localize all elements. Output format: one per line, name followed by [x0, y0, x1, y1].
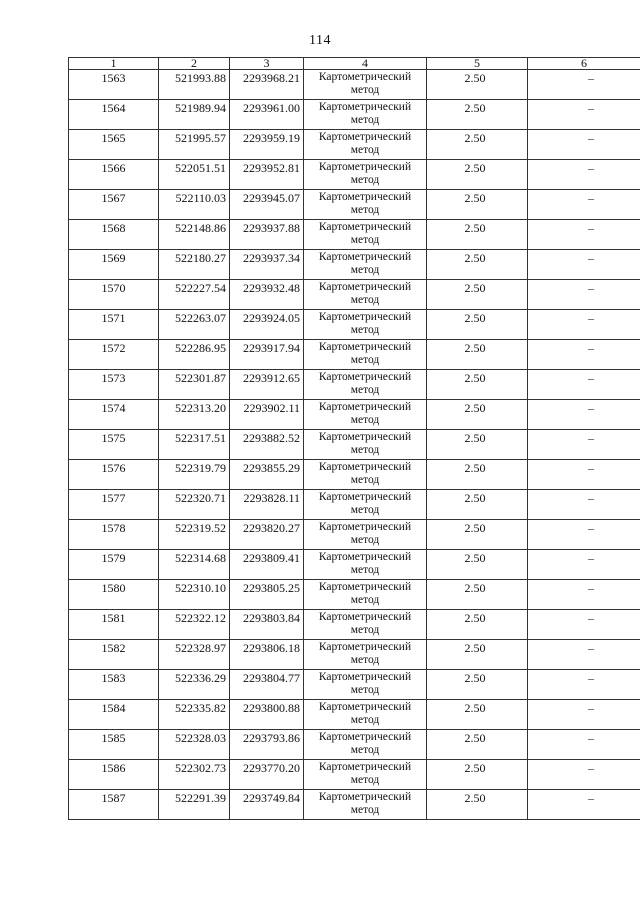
method-cell: Картометрический метод — [304, 310, 427, 340]
x-coordinate-cell: 522313.20 — [159, 400, 230, 430]
method-cell: Картометрический метод — [304, 100, 427, 130]
accuracy-cell: 2.50 — [427, 190, 528, 220]
accuracy-cell: 2.50 — [427, 400, 528, 430]
table-row — [69, 190, 640, 220]
x-coordinate-cell: 522319.52 — [159, 520, 230, 550]
table-row — [69, 310, 640, 340]
table-row — [69, 760, 640, 790]
point-number-cell: 1586 — [69, 760, 159, 790]
note-cell: – — [528, 460, 640, 490]
accuracy-cell: 2.50 — [427, 250, 528, 280]
column-header: 2 — [159, 58, 230, 70]
accuracy-cell: 2.50 — [427, 640, 528, 670]
accuracy-cell: 2.50 — [427, 280, 528, 310]
point-number-cell: 1587 — [69, 790, 159, 820]
table-row — [69, 700, 640, 730]
method-cell: Картометрический метод — [304, 340, 427, 370]
x-coordinate-cell: 522314.68 — [159, 550, 230, 580]
table-row — [69, 160, 640, 190]
method-cell: Картометрический метод — [304, 700, 427, 730]
table-row — [69, 370, 640, 400]
y-coordinate-cell: 2293924.05 — [230, 310, 304, 340]
method-cell: Картометрический метод — [304, 460, 427, 490]
table-row — [69, 550, 640, 580]
accuracy-cell: 2.50 — [427, 670, 528, 700]
point-number-cell: 1581 — [69, 610, 159, 640]
point-number-cell: 1570 — [69, 280, 159, 310]
x-coordinate-cell: 522148.86 — [159, 220, 230, 250]
method-cell: Картометрический метод — [304, 70, 427, 100]
point-number-cell: 1564 — [69, 100, 159, 130]
x-coordinate-cell: 522291.39 — [159, 790, 230, 820]
table-row — [69, 340, 640, 370]
y-coordinate-cell: 2293855.29 — [230, 460, 304, 490]
x-coordinate-cell: 522310.10 — [159, 580, 230, 610]
y-coordinate-cell: 2293961.00 — [230, 100, 304, 130]
point-number-cell: 1583 — [69, 670, 159, 700]
column-header: 5 — [427, 58, 528, 70]
table-row — [69, 460, 640, 490]
point-number-cell: 1566 — [69, 160, 159, 190]
table-row — [69, 430, 640, 460]
y-coordinate-cell: 2293749.84 — [230, 790, 304, 820]
y-coordinate-cell: 2293902.11 — [230, 400, 304, 430]
method-cell: Картометрический метод — [304, 370, 427, 400]
x-coordinate-cell: 522328.03 — [159, 730, 230, 760]
method-cell: Картометрический метод — [304, 130, 427, 160]
accuracy-cell: 2.50 — [427, 490, 528, 520]
method-cell: Картометрический метод — [304, 670, 427, 700]
table-row — [69, 220, 640, 250]
accuracy-cell: 2.50 — [427, 100, 528, 130]
note-cell: – — [528, 550, 640, 580]
table-row — [69, 490, 640, 520]
table-row — [69, 100, 640, 130]
y-coordinate-cell: 2293945.07 — [230, 190, 304, 220]
method-cell: Картометрический метод — [304, 220, 427, 250]
point-number-cell: 1571 — [69, 310, 159, 340]
x-coordinate-cell: 522328.97 — [159, 640, 230, 670]
point-number-cell: 1565 — [69, 130, 159, 160]
accuracy-cell: 2.50 — [427, 340, 528, 370]
method-cell: Картометрический метод — [304, 640, 427, 670]
accuracy-cell: 2.50 — [427, 310, 528, 340]
note-cell: – — [528, 790, 640, 820]
coordinates-table — [68, 57, 640, 820]
accuracy-cell: 2.50 — [427, 220, 528, 250]
y-coordinate-cell: 2293968.21 — [230, 70, 304, 100]
accuracy-cell: 2.50 — [427, 700, 528, 730]
x-coordinate-cell: 522051.51 — [159, 160, 230, 190]
method-cell: Картометрический метод — [304, 160, 427, 190]
note-cell: – — [528, 430, 640, 460]
accuracy-cell: 2.50 — [427, 790, 528, 820]
column-header: 6 — [528, 58, 640, 70]
y-coordinate-cell: 2293804.77 — [230, 670, 304, 700]
point-number-cell: 1577 — [69, 490, 159, 520]
y-coordinate-cell: 2293882.52 — [230, 430, 304, 460]
y-coordinate-cell: 2293793.86 — [230, 730, 304, 760]
table-row — [69, 580, 640, 610]
note-cell: – — [528, 220, 640, 250]
note-cell: – — [528, 610, 640, 640]
note-cell: – — [528, 400, 640, 430]
x-coordinate-cell: 522335.82 — [159, 700, 230, 730]
x-coordinate-cell: 522110.03 — [159, 190, 230, 220]
table-row — [69, 400, 640, 430]
y-coordinate-cell: 2293806.18 — [230, 640, 304, 670]
x-coordinate-cell: 522286.95 — [159, 340, 230, 370]
y-coordinate-cell: 2293937.88 — [230, 220, 304, 250]
x-coordinate-cell: 522336.29 — [159, 670, 230, 700]
y-coordinate-cell: 2293800.88 — [230, 700, 304, 730]
note-cell: – — [528, 640, 640, 670]
accuracy-cell: 2.50 — [427, 550, 528, 580]
x-coordinate-cell: 522301.87 — [159, 370, 230, 400]
note-cell: – — [528, 490, 640, 520]
note-cell: – — [528, 520, 640, 550]
note-cell: – — [528, 340, 640, 370]
x-coordinate-cell: 521995.57 — [159, 130, 230, 160]
page-number: 114 — [309, 33, 331, 48]
method-cell: Картометрический метод — [304, 760, 427, 790]
note-cell: – — [528, 190, 640, 220]
accuracy-cell: 2.50 — [427, 610, 528, 640]
x-coordinate-cell: 522180.27 — [159, 250, 230, 280]
method-cell: Картометрический метод — [304, 490, 427, 520]
y-coordinate-cell: 2293912.65 — [230, 370, 304, 400]
point-number-cell: 1575 — [69, 430, 159, 460]
x-coordinate-cell: 522302.73 — [159, 760, 230, 790]
column-header: 4 — [304, 58, 427, 70]
accuracy-cell: 2.50 — [427, 730, 528, 760]
x-coordinate-cell: 522227.54 — [159, 280, 230, 310]
table-row — [69, 730, 640, 760]
y-coordinate-cell: 2293828.11 — [230, 490, 304, 520]
accuracy-cell: 2.50 — [427, 370, 528, 400]
column-header: 3 — [230, 58, 304, 70]
table-row — [69, 130, 640, 160]
point-number-cell: 1574 — [69, 400, 159, 430]
point-number-cell: 1568 — [69, 220, 159, 250]
table-row — [69, 790, 640, 820]
point-number-cell: 1582 — [69, 640, 159, 670]
point-number-cell: 1578 — [69, 520, 159, 550]
note-cell: – — [528, 70, 640, 100]
method-cell: Картометрический метод — [304, 580, 427, 610]
note-cell: – — [528, 580, 640, 610]
y-coordinate-cell: 2293917.94 — [230, 340, 304, 370]
table-row — [69, 610, 640, 640]
accuracy-cell: 2.50 — [427, 70, 528, 100]
x-coordinate-cell: 522263.07 — [159, 310, 230, 340]
y-coordinate-cell: 2293932.48 — [230, 280, 304, 310]
y-coordinate-cell: 2293809.41 — [230, 550, 304, 580]
y-coordinate-cell: 2293959.19 — [230, 130, 304, 160]
y-coordinate-cell: 2293820.27 — [230, 520, 304, 550]
method-cell: Картометрический метод — [304, 550, 427, 580]
accuracy-cell: 2.50 — [427, 160, 528, 190]
table-row — [69, 280, 640, 310]
note-cell: – — [528, 670, 640, 700]
table-row — [69, 670, 640, 700]
x-coordinate-cell: 521989.94 — [159, 100, 230, 130]
point-number-cell: 1580 — [69, 580, 159, 610]
note-cell: – — [528, 370, 640, 400]
table-row — [69, 70, 640, 100]
point-number-cell: 1584 — [69, 700, 159, 730]
method-cell: Картометрический метод — [304, 280, 427, 310]
accuracy-cell: 2.50 — [427, 430, 528, 460]
method-cell: Картометрический метод — [304, 520, 427, 550]
y-coordinate-cell: 2293937.34 — [230, 250, 304, 280]
accuracy-cell: 2.50 — [427, 520, 528, 550]
table-row — [69, 250, 640, 280]
note-cell: – — [528, 160, 640, 190]
note-cell: – — [528, 700, 640, 730]
method-cell: Картометрический метод — [304, 730, 427, 760]
point-number-cell: 1567 — [69, 190, 159, 220]
method-cell: Картометрический метод — [304, 400, 427, 430]
table-row — [69, 640, 640, 670]
point-number-cell: 1572 — [69, 340, 159, 370]
point-number-cell: 1585 — [69, 730, 159, 760]
x-coordinate-cell: 521993.88 — [159, 70, 230, 100]
point-number-cell: 1579 — [69, 550, 159, 580]
column-header: 1 — [69, 58, 159, 70]
y-coordinate-cell: 2293805.25 — [230, 580, 304, 610]
note-cell: – — [528, 100, 640, 130]
point-number-cell: 1573 — [69, 370, 159, 400]
y-coordinate-cell: 2293770.20 — [230, 760, 304, 790]
point-number-cell: 1563 — [69, 70, 159, 100]
y-coordinate-cell: 2293803.84 — [230, 610, 304, 640]
accuracy-cell: 2.50 — [427, 460, 528, 490]
method-cell: Картометрический метод — [304, 190, 427, 220]
y-coordinate-cell: 2293952.81 — [230, 160, 304, 190]
point-number-cell: 1569 — [69, 250, 159, 280]
x-coordinate-cell: 522319.79 — [159, 460, 230, 490]
x-coordinate-cell: 522320.71 — [159, 490, 230, 520]
method-cell: Картометрический метод — [304, 430, 427, 460]
point-number-cell: 1576 — [69, 460, 159, 490]
method-cell: Картометрический метод — [304, 790, 427, 820]
note-cell: – — [528, 310, 640, 340]
method-cell: Картометрический метод — [304, 610, 427, 640]
note-cell: – — [528, 760, 640, 790]
note-cell: – — [528, 280, 640, 310]
note-cell: – — [528, 250, 640, 280]
accuracy-cell: 2.50 — [427, 130, 528, 160]
accuracy-cell: 2.50 — [427, 580, 528, 610]
note-cell: – — [528, 730, 640, 760]
x-coordinate-cell: 522317.51 — [159, 430, 230, 460]
accuracy-cell: 2.50 — [427, 760, 528, 790]
table-header-row — [69, 58, 640, 70]
method-cell: Картометрический метод — [304, 250, 427, 280]
table-row — [69, 520, 640, 550]
x-coordinate-cell: 522322.12 — [159, 610, 230, 640]
note-cell: – — [528, 130, 640, 160]
